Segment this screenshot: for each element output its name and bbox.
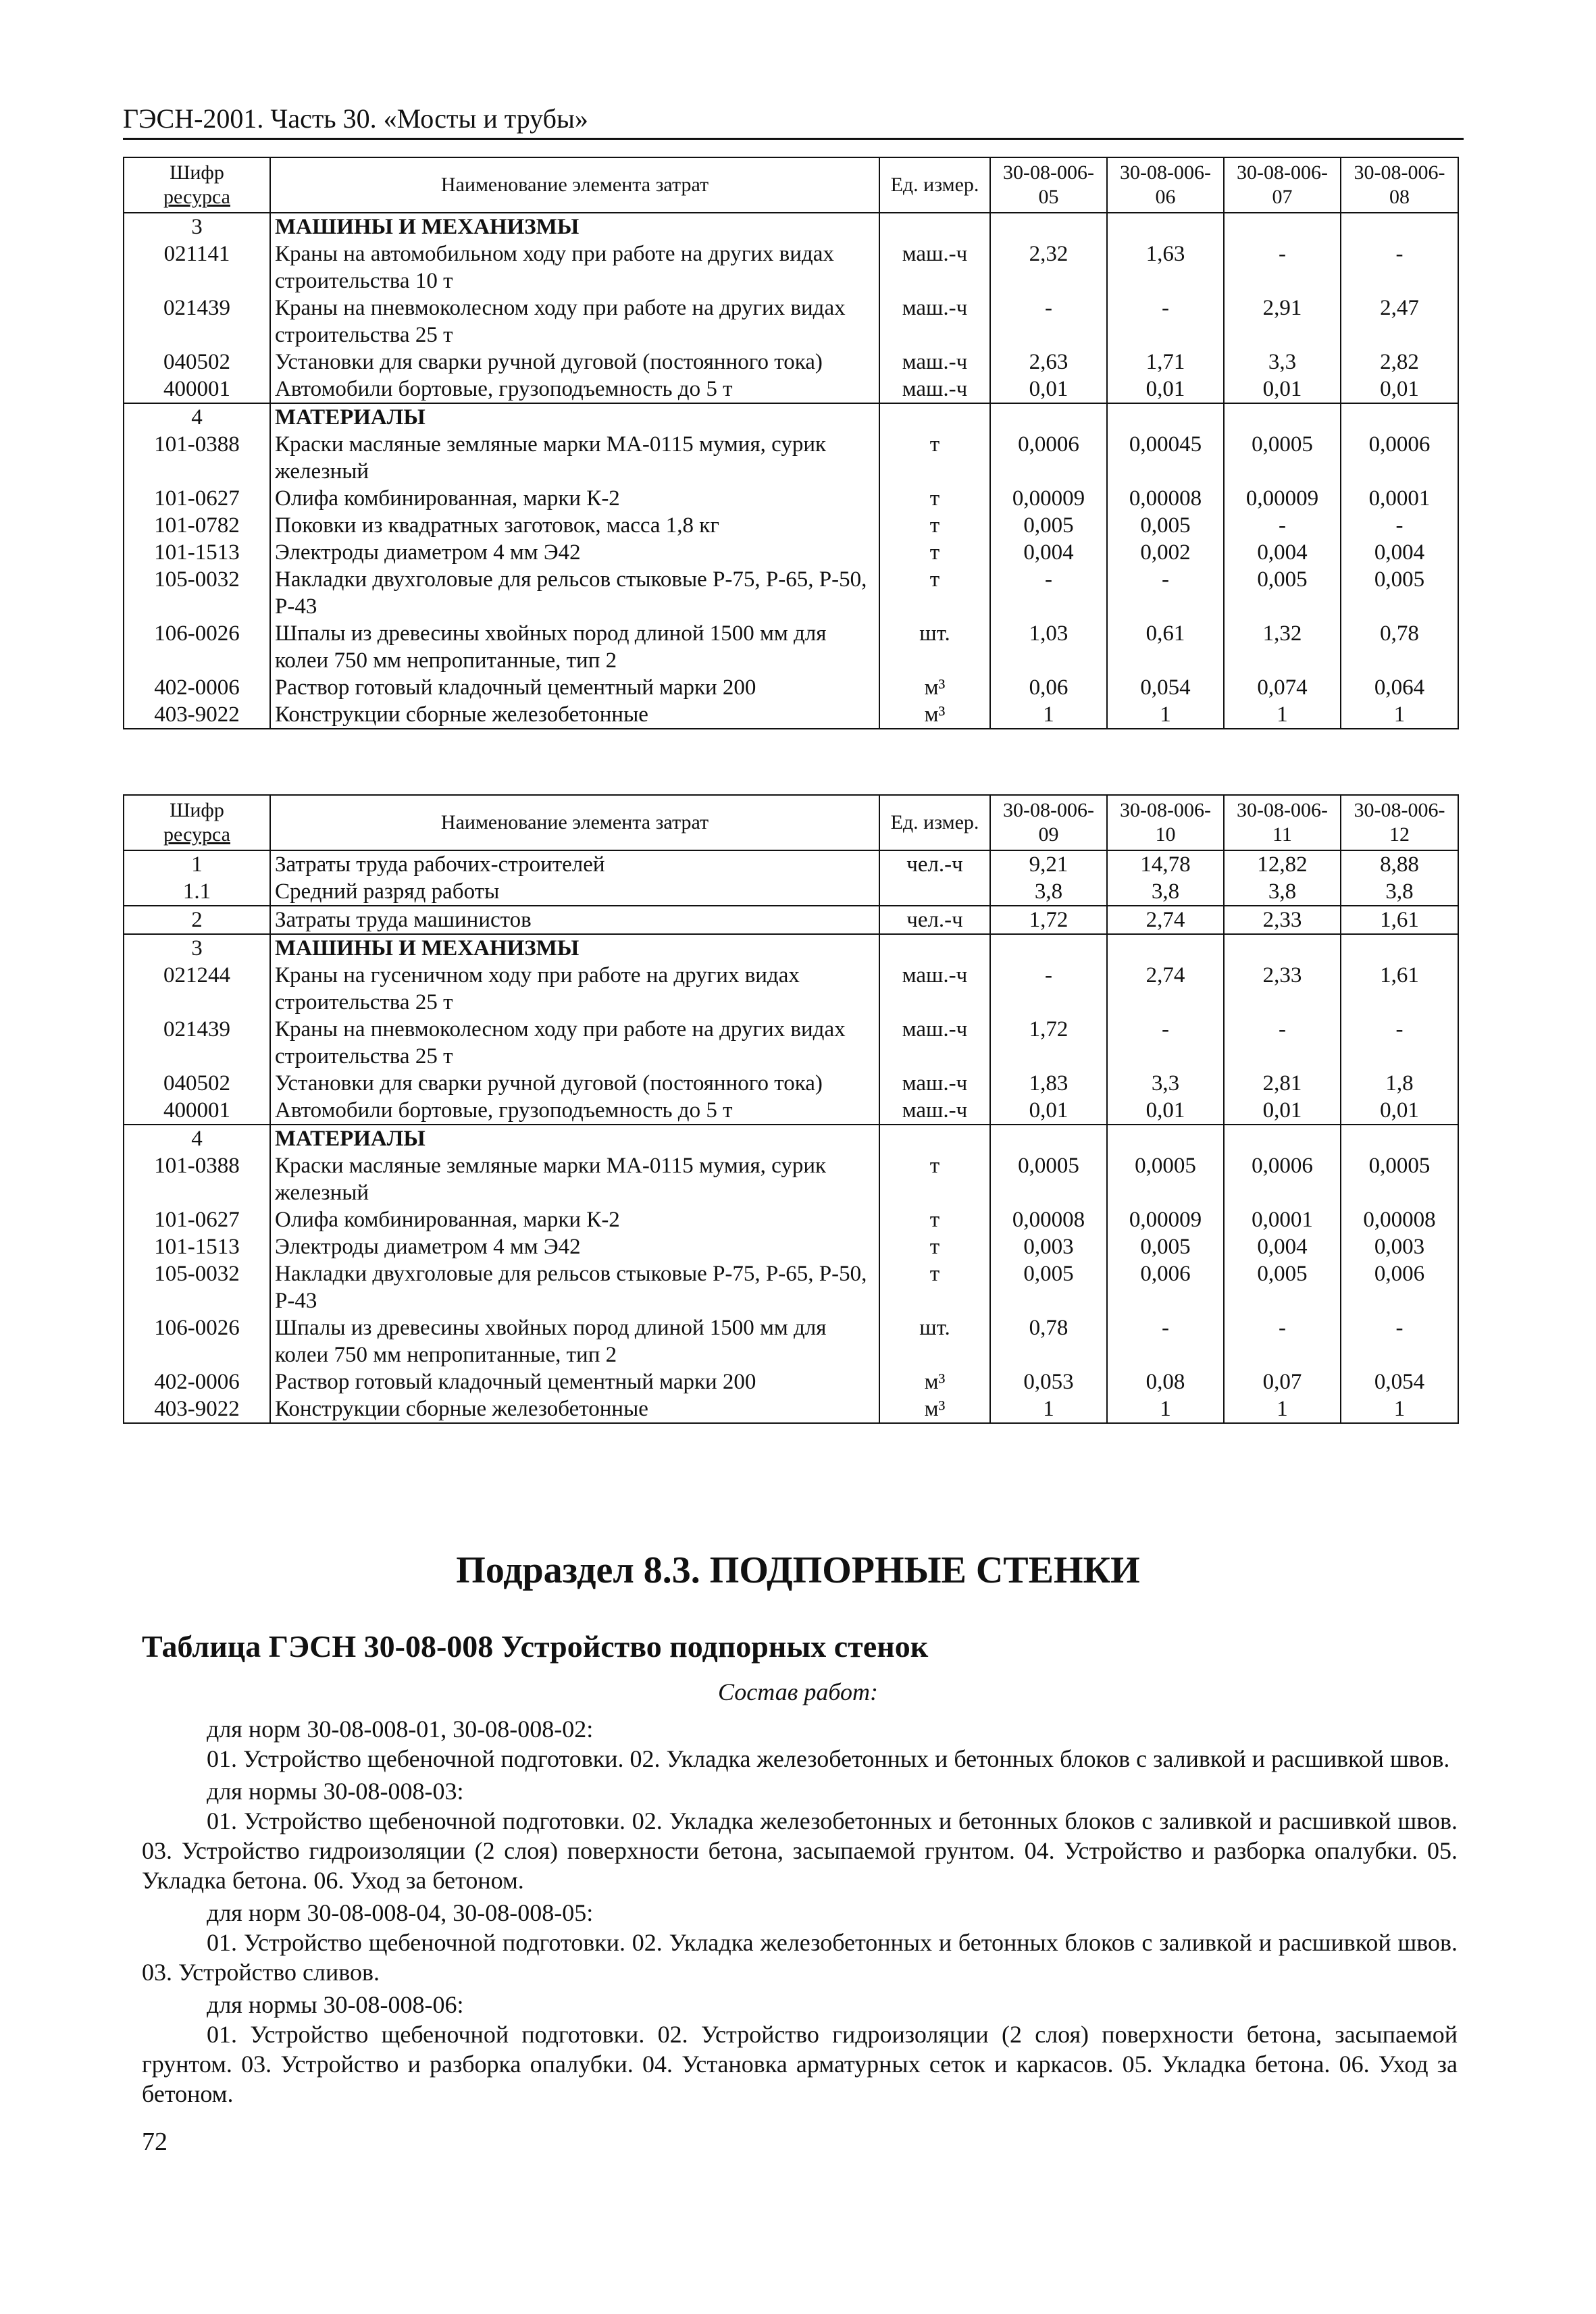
value-cell: 0,005: [1224, 566, 1341, 620]
value-cell: 3,3: [1224, 349, 1341, 376]
cost-element-name: Краны на пневмоколесном ходу при работе на других видах строительства 25 т: [270, 294, 879, 349]
table-row: [124, 850, 1458, 878]
value-cell: 0,0005: [990, 1152, 1107, 1206]
unit-cell: т: [879, 566, 990, 620]
value-cell: 3,8: [1224, 878, 1341, 906]
value-cell: 1,71: [1107, 349, 1224, 376]
value-cell: 0,00008: [1107, 485, 1224, 512]
table-row: [124, 1070, 1458, 1097]
value-cell: -: [1107, 1314, 1224, 1368]
unit-cell: маш.-ч: [879, 1016, 990, 1070]
value-cell: 1: [1224, 1395, 1341, 1423]
resource-code: 400001: [124, 376, 270, 403]
resource-code: 021439: [124, 1016, 270, 1070]
value-cell: [1224, 403, 1341, 431]
value-cell: 0,07: [1224, 1368, 1341, 1395]
value-cell: 14,78: [1107, 850, 1224, 878]
section-row: [124, 1125, 1458, 1152]
value-cell: 1: [1107, 701, 1224, 729]
value-cell: [1224, 1125, 1341, 1152]
value-cell: 0,00008: [990, 1206, 1107, 1233]
value-cell: [990, 934, 1107, 962]
col-header-code: Шифр ресурса: [124, 795, 270, 850]
resource-code: 1.1: [124, 878, 270, 906]
resource-code: 4: [124, 403, 270, 431]
cost-element-name: Электроды диаметром 4 мм Э42: [270, 539, 879, 566]
resource-table-2: [123, 794, 1459, 1424]
value-cell: [990, 213, 1107, 240]
value-cell: 0,005: [1107, 512, 1224, 539]
table-row: [124, 1152, 1458, 1206]
value-cell: [990, 403, 1107, 431]
table-row: [124, 1368, 1458, 1395]
work-description: 01. Устройство щебеночной подготовки. 02. Устройство гидроизоляции (2 слоя) поверхности бетона, засыпаемой грунтом. 03. Устройство и разборка опалубки. 04. Установка арматурных сеток и каркасов. 05. Укладка бетона. 06. Уход за бетоном.: [142, 2021, 1458, 2107]
value-cell: -: [990, 294, 1107, 349]
col-header-norm: 30-08-006-07: [1224, 157, 1341, 213]
col-header-unit: Ед. измер.: [879, 795, 990, 850]
resource-table-1: [123, 157, 1459, 729]
value-cell: [1224, 213, 1341, 240]
table-row: [124, 878, 1458, 906]
value-cell: 0,006: [1341, 1260, 1458, 1314]
col-header-norm: 30-08-006-12: [1341, 795, 1458, 850]
value-cell: 0,006: [1107, 1260, 1224, 1314]
table-row: [124, 1206, 1458, 1233]
unit-cell: чел.-ч: [879, 906, 990, 934]
resource-code: 101-0627: [124, 1206, 270, 1233]
table-row: [124, 376, 1458, 403]
value-cell: 1,72: [990, 906, 1107, 934]
resource-code: 1: [124, 850, 270, 878]
table-row: [124, 539, 1458, 566]
work-description: 01. Устройство щебеночной подготовки. 02. Укладка железобетонных и бетонных блоков с заливкой и расшивкой швов. 03. Устройство гидроизоляции (2 слоя) поверхности бетона, засыпаемой грунтом. 04. Устройство и разборка опалубки. 05. Укладка бетона. 06. Уход за бетоном.: [142, 1807, 1458, 1894]
cost-element-name: Раствор готовый кладочный цементный марки 200: [270, 674, 879, 701]
value-cell: 0,074: [1224, 674, 1341, 701]
table-row: [124, 294, 1458, 349]
table-row: [124, 1260, 1458, 1314]
col-header-norm: 30-08-006-11: [1224, 795, 1341, 850]
section-title: Подраздел 8.3. ПОДПОРНЫЕ СТЕНКИ: [456, 1549, 1140, 1591]
table-row: [124, 431, 1458, 485]
value-cell: 0,064: [1341, 674, 1458, 701]
value-cell: 3,8: [1341, 878, 1458, 906]
resource-code: 3: [124, 934, 270, 962]
value-cell: -: [1341, 512, 1458, 539]
unit-cell: т: [879, 1233, 990, 1260]
value-cell: 2,63: [990, 349, 1107, 376]
value-cell: 1,03: [990, 620, 1107, 674]
value-cell: -: [1341, 240, 1458, 294]
resource-code: 101-0388: [124, 1152, 270, 1206]
value-cell: 1,8: [1341, 1070, 1458, 1097]
unit-cell: [879, 213, 990, 240]
value-cell: 2,33: [1224, 962, 1341, 1016]
table-row: [124, 240, 1458, 294]
value-cell: 0,00009: [1224, 485, 1341, 512]
running-header: ГЭСН-2001. Часть 30. «Мосты и трубы»: [123, 103, 1464, 140]
value-cell: 1,83: [990, 1070, 1107, 1097]
table-row: [124, 1016, 1458, 1070]
composition-label: Состав работ:: [718, 1678, 878, 1705]
value-cell: 0,003: [1341, 1233, 1458, 1260]
cost-element-name: Шпалы из древесины хвойных пород длиной 1500 мм для колеи 750 мм непропитанные, тип 2: [270, 620, 879, 674]
value-cell: 0,0001: [1341, 485, 1458, 512]
value-cell: 0,78: [1341, 620, 1458, 674]
value-cell: 0,00045: [1107, 431, 1224, 485]
unit-cell: [879, 934, 990, 962]
value-cell: 0,01: [1107, 1097, 1224, 1125]
value-cell: 0,01: [1107, 376, 1224, 403]
value-cell: 0,78: [990, 1314, 1107, 1368]
cost-element-name: Раствор готовый кладочный цементный марки 200: [270, 1368, 879, 1395]
resource-code: 021439: [124, 294, 270, 349]
table-row: [124, 1314, 1458, 1368]
value-cell: -: [1224, 1314, 1341, 1368]
unit-cell: шт.: [879, 620, 990, 674]
value-cell: 1,63: [1107, 240, 1224, 294]
work-description: 01. Устройство щебеночной подготовки. 02. Укладка железобетонных и бетонных блоков с заливкой и расшивкой швов.: [207, 1745, 1450, 1772]
table-header-row: [124, 157, 1458, 213]
cost-element-name: Олифа комбинированная, марки К-2: [270, 1206, 879, 1233]
norm-label: для норм 30-08-008-04, 30-08-008-05:: [207, 1899, 594, 1926]
col-header-code: Шифр ресурса: [124, 157, 270, 213]
unit-cell: м³: [879, 701, 990, 729]
table-row: [124, 512, 1458, 539]
cost-element-name: МАТЕРИАЛЫ: [270, 1125, 879, 1152]
resource-code: 101-0627: [124, 485, 270, 512]
unit-cell: маш.-ч: [879, 240, 990, 294]
value-cell: 0,61: [1107, 620, 1224, 674]
resource-code: 101-1513: [124, 539, 270, 566]
resource-code: 101-1513: [124, 1233, 270, 1260]
value-cell: 0,00008: [1341, 1206, 1458, 1233]
value-cell: 8,88: [1341, 850, 1458, 878]
value-cell: 0,003: [990, 1233, 1107, 1260]
unit-cell: маш.-ч: [879, 349, 990, 376]
value-cell: 0,01: [990, 376, 1107, 403]
cost-element-name: МАШИНЫ И МЕХАНИЗМЫ: [270, 213, 879, 240]
resource-code: 402-0006: [124, 674, 270, 701]
table-title: Таблица ГЭСН 30-08-008 Устройство подпорных стенок: [142, 1629, 929, 1664]
value-cell: 1,32: [1224, 620, 1341, 674]
value-cell: 2,47: [1341, 294, 1458, 349]
value-cell: 0,0006: [1341, 431, 1458, 485]
unit-cell: маш.-ч: [879, 376, 990, 403]
col-header-norm: 30-08-006-09: [990, 795, 1107, 850]
value-cell: 1: [1341, 1395, 1458, 1423]
value-cell: 0,005: [1224, 1260, 1341, 1314]
unit-cell: т: [879, 539, 990, 566]
value-cell: 0,0006: [990, 431, 1107, 485]
cost-element-name: Затраты труда машинистов: [270, 906, 879, 934]
value-cell: 2,81: [1224, 1070, 1341, 1097]
table-row: [124, 1395, 1458, 1423]
col-header-unit: Ед. измер.: [879, 157, 990, 213]
cost-element-name: Автомобили бортовые, грузоподъемность до 5 т: [270, 1097, 879, 1125]
value-cell: 2,91: [1224, 294, 1341, 349]
cost-element-name: Затраты труда рабочих-строителей: [270, 850, 879, 878]
resource-code: 403-9022: [124, 1395, 270, 1423]
cost-element-name: Краны на пневмоколесном ходу при работе на других видах строительства 25 т: [270, 1016, 879, 1070]
value-cell: 0,00009: [990, 485, 1107, 512]
value-cell: 1,72: [990, 1016, 1107, 1070]
value-cell: 2,82: [1341, 349, 1458, 376]
value-cell: -: [1107, 294, 1224, 349]
cost-element-name: Краны на автомобильном ходу при работе на других видах строительства 10 т: [270, 240, 879, 294]
value-cell: 0,0005: [1341, 1152, 1458, 1206]
value-cell: 12,82: [1224, 850, 1341, 878]
value-cell: -: [1341, 1016, 1458, 1070]
resource-code: 101-0388: [124, 431, 270, 485]
cost-element-name: Шпалы из древесины хвойных пород длиной 1500 мм для колеи 750 мм непропитанные, тип 2: [270, 1314, 879, 1368]
value-cell: 0,01: [1341, 1097, 1458, 1125]
value-cell: 0,00009: [1107, 1206, 1224, 1233]
value-cell: 0,0006: [1224, 1152, 1341, 1206]
resource-code: 106-0026: [124, 1314, 270, 1368]
unit-cell: шт.: [879, 1314, 990, 1368]
unit-cell: [879, 1125, 990, 1152]
value-cell: 1: [990, 1395, 1107, 1423]
unit-cell: маш.-ч: [879, 1097, 990, 1125]
resource-code: 402-0006: [124, 1368, 270, 1395]
value-cell: [1224, 934, 1341, 962]
value-cell: 0,005: [990, 1260, 1107, 1314]
value-cell: 2,74: [1107, 962, 1224, 1016]
table-row: [124, 962, 1458, 1016]
unit-cell: [879, 878, 990, 906]
value-cell: 1: [1224, 701, 1341, 729]
norm-label: для нормы 30-08-008-06:: [207, 1991, 464, 2018]
value-cell: [1107, 934, 1224, 962]
value-cell: 0,0001: [1224, 1206, 1341, 1233]
unit-cell: маш.-ч: [879, 294, 990, 349]
value-cell: 0,002: [1107, 539, 1224, 566]
cost-element-name: Конструкции сборные железобетонные: [270, 1395, 879, 1423]
unit-cell: маш.-ч: [879, 962, 990, 1016]
resource-code: 105-0032: [124, 566, 270, 620]
value-cell: -: [990, 566, 1107, 620]
resource-code: 021141: [124, 240, 270, 294]
resource-code: 3: [124, 213, 270, 240]
value-cell: 2,33: [1224, 906, 1341, 934]
unit-cell: т: [879, 431, 990, 485]
cost-element-name: Краски масляные земляные марки МА-0115 мумия, сурик железный: [270, 431, 879, 485]
value-cell: 0,004: [1341, 539, 1458, 566]
value-cell: 0,01: [1224, 1097, 1341, 1125]
value-cell: 1,61: [1341, 906, 1458, 934]
norm-label: для норм 30-08-008-01, 30-08-008-02:: [207, 1716, 594, 1743]
value-cell: 0,004: [1224, 1233, 1341, 1260]
table-row: [124, 1097, 1458, 1125]
value-cell: 3,3: [1107, 1070, 1224, 1097]
unit-cell: т: [879, 1152, 990, 1206]
value-cell: 0,0005: [1224, 431, 1341, 485]
resource-code: 4: [124, 1125, 270, 1152]
resource-code: 106-0026: [124, 620, 270, 674]
unit-cell: т: [879, 1206, 990, 1233]
cost-element-name: Краны на гусеничном ходу при работе на других видах строительства 25 т: [270, 962, 879, 1016]
value-cell: 0,06: [990, 674, 1107, 701]
cost-element-name: Краски масляные земляные марки МА-0115 мумия, сурик железный: [270, 1152, 879, 1206]
table-row: [124, 674, 1458, 701]
value-cell: 0,005: [1107, 1233, 1224, 1260]
value-cell: 3,8: [1107, 878, 1224, 906]
resource-code: 105-0032: [124, 1260, 270, 1314]
table-row: [124, 1233, 1458, 1260]
composition-text: [142, 1714, 1458, 2111]
value-cell: [1107, 1125, 1224, 1152]
value-cell: [1107, 403, 1224, 431]
unit-cell: м³: [879, 1368, 990, 1395]
table-row: [124, 566, 1458, 620]
cost-element-name: Автомобили бортовые, грузоподъемность до 5 т: [270, 376, 879, 403]
table-row: [124, 349, 1458, 376]
value-cell: 0,054: [1341, 1368, 1458, 1395]
resource-code: 021244: [124, 962, 270, 1016]
value-cell: 1: [1107, 1395, 1224, 1423]
value-cell: -: [990, 962, 1107, 1016]
value-cell: 0,053: [990, 1368, 1107, 1395]
value-cell: 0,01: [1341, 376, 1458, 403]
value-cell: [990, 1125, 1107, 1152]
cost-element-name: Олифа комбинированная, марки К-2: [270, 485, 879, 512]
value-cell: 0,01: [990, 1097, 1107, 1125]
col-header-norm: 30-08-006-08: [1341, 157, 1458, 213]
section-row: [124, 934, 1458, 962]
value-cell: 1: [1341, 701, 1458, 729]
unit-cell: маш.-ч: [879, 1070, 990, 1097]
resource-code: 101-0782: [124, 512, 270, 539]
value-cell: 0,08: [1107, 1368, 1224, 1395]
unit-cell: т: [879, 512, 990, 539]
value-cell: [1341, 1125, 1458, 1152]
value-cell: 0,054: [1107, 674, 1224, 701]
unit-cell: т: [879, 485, 990, 512]
col-header-name: Наименование элемента затрат: [270, 795, 879, 850]
cost-element-name: Конструкции сборные железобетонные: [270, 701, 879, 729]
resource-code: 403-9022: [124, 701, 270, 729]
unit-cell: [879, 403, 990, 431]
page-number: 72: [142, 2128, 168, 2156]
section-row: [124, 403, 1458, 431]
cost-element-name: МАТЕРИАЛЫ: [270, 403, 879, 431]
col-header-norm: 30-08-006-06: [1107, 157, 1224, 213]
value-cell: [1341, 934, 1458, 962]
unit-cell: чел.-ч: [879, 850, 990, 878]
work-description: 01. Устройство щебеночной подготовки. 02. Укладка железобетонных и бетонных блоков с заливкой и расшивкой швов. 03. Устройство сливов.: [142, 1929, 1458, 1986]
value-cell: 2,32: [990, 240, 1107, 294]
value-cell: -: [1224, 512, 1341, 539]
table-row: [124, 701, 1458, 729]
table-header-row: [124, 795, 1458, 850]
value-cell: 2,74: [1107, 906, 1224, 934]
col-header-norm: 30-08-006-05: [990, 157, 1107, 213]
value-cell: [1341, 403, 1458, 431]
cost-element-name: Средний разряд работы: [270, 878, 879, 906]
unit-cell: т: [879, 1260, 990, 1314]
cost-element-name: Накладки двухголовые для рельсов стыковые Р-75, Р-65, Р-50, Р-43: [270, 1260, 879, 1314]
value-cell: 0,005: [1341, 566, 1458, 620]
value-cell: -: [1341, 1314, 1458, 1368]
value-cell: 0,005: [990, 512, 1107, 539]
table-row: [124, 620, 1458, 674]
value-cell: [1107, 213, 1224, 240]
cost-element-name: Установки для сварки ручной дуговой (постоянного тока): [270, 1070, 879, 1097]
value-cell: -: [1224, 240, 1341, 294]
resource-code: 2: [124, 906, 270, 934]
unit-cell: м³: [879, 674, 990, 701]
value-cell: 1,61: [1341, 962, 1458, 1016]
value-cell: 0,01: [1224, 376, 1341, 403]
section-row: [124, 213, 1458, 240]
table-row: [124, 485, 1458, 512]
cost-element-name: Установки для сварки ручной дуговой (постоянного тока): [270, 349, 879, 376]
value-cell: [1341, 213, 1458, 240]
norm-label: для нормы 30-08-008-03:: [207, 1778, 464, 1805]
col-header-norm: 30-08-006-10: [1107, 795, 1224, 850]
value-cell: 0,0005: [1107, 1152, 1224, 1206]
table-row: [124, 906, 1458, 934]
cost-element-name: МАШИНЫ И МЕХАНИЗМЫ: [270, 934, 879, 962]
value-cell: 1: [990, 701, 1107, 729]
value-cell: -: [1107, 566, 1224, 620]
resource-code: 040502: [124, 349, 270, 376]
value-cell: 3,8: [990, 878, 1107, 906]
resource-code: 040502: [124, 1070, 270, 1097]
value-cell: -: [1107, 1016, 1224, 1070]
cost-element-name: Поковки из квадратных заготовок, масса 1,8 кг: [270, 512, 879, 539]
col-header-name: Наименование элемента затрат: [270, 157, 879, 213]
unit-cell: м³: [879, 1395, 990, 1423]
cost-element-name: Накладки двухголовые для рельсов стыковые Р-75, Р-65, Р-50, Р-43: [270, 566, 879, 620]
value-cell: -: [1224, 1016, 1341, 1070]
cost-element-name: Электроды диаметром 4 мм Э42: [270, 1233, 879, 1260]
value-cell: 0,004: [990, 539, 1107, 566]
value-cell: 0,004: [1224, 539, 1341, 566]
value-cell: 9,21: [990, 850, 1107, 878]
resource-code: 400001: [124, 1097, 270, 1125]
